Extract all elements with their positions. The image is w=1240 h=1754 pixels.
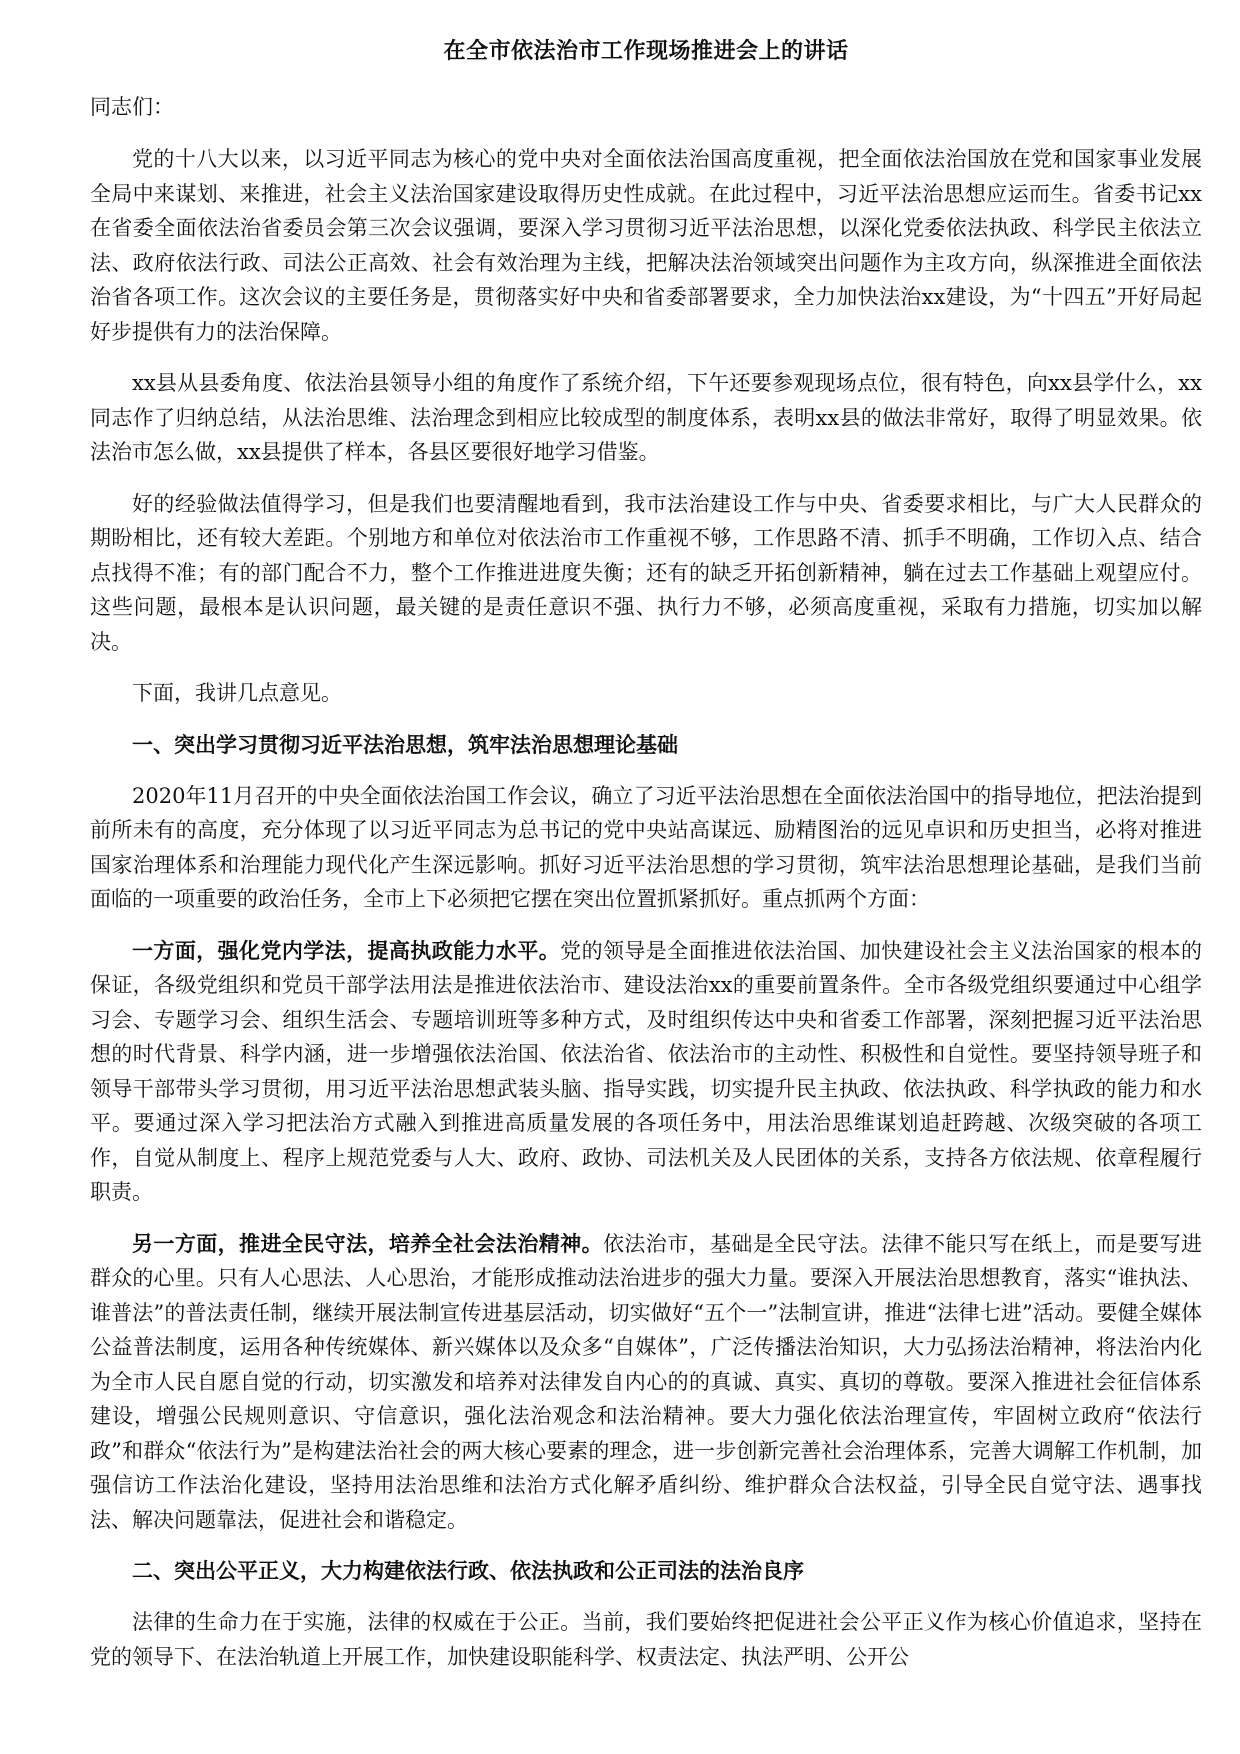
paragraph-6-body: 党的领导是全面推进依法治国、加快建设社会主义法治国家的根本的保证，各级党组织和党员干部学法用法是推进依法治市、建设法治xx的重要前置条件。全市各级党组织要通过中心组学习会、专题学习会、组织生活会、专题培训班等多种方式，及时组织传达中央和省委工作部署，深刻把握习近平法治思想的时代背景、科学内涵，进一步增强依法治国、依法治省、依法治市的主动性、积极性和自觉性。要坚持领导班子和领导干部带头学习贯彻，用习近平法治思想武装头脑、指导实践，切实提升民主执政、依法执政、科学执政的能力和水平。要通过深入学习把法治方式融入到推进高质量发展的各项任务中，用法治思维谋划追赶跨越、次级突破的各项工作，自觉从制度上、程序上规范党委与人大、政府、政协、司法机关及人民团体的关系，支持各方依法规、依章程履行职责。 — [90, 938, 1203, 1204]
salutation: 同志们： — [90, 95, 174, 119]
paragraph-7-lead: 另一方面，推进全民守法，培养全社会法治精神。 — [132, 1230, 603, 1256]
paragraph-3: 好的经验做法值得学习，但是我们也要清醒地看到，我市法治建设工作与中央、省委要求相比，与广大人民群众的期盼相比，还有较大差距。个别地方和单位对依法治市工作重视不够，工作思路不清、抓手不明确，工作切入点、结合点找得不准；有的部门配合不力，整个工作推进进度失衡；还有的缺乏开拓创新精神，躺在过去工作基础上观望应付。这些问题，最根本是认识问题，最关键的是责任意识不强、执行力不够，必须高度重视，采取有力措施，切实加以解决。 — [90, 491, 1202, 654]
paragraph-6 — [90, 934, 1202, 1210]
paragraph-1: 党的十八大以来，以习近平同志为核心的党中央对全面依法治国高度重视，把全面依法治国放在党和国家事业发展全局中来谋划、来推进，社会主义法治国家建设取得历史性成就。在此过程中，习近平法治思想应运而生。省委书记xx在省委全面依法治省委员会第三次会议强调，要深入学习贯彻习近平法治思想，以深化党委依法执政、科学民主依法立法、政府依法行政、司法公正高效、社会有效治理为主线，把解决法治领域突出问题作为主攻方向，纵深推进全面依法治省各项工作。这次会议的主要任务是，贯彻落实好中央和省委部署要求，全力加快法治xx建设，为“十四五”开好局起好步提供有力的法治保障。 — [90, 147, 1202, 344]
paragraph-7-body: 依法治市，基础是全民守法。法律不能只写在纸上，而是要写进群众的心里。只有人心思法、人心思治，才能形成推动法治进步的强大力量。要深入开展法治思想教育，落实“谁执法、谁普法”的普法责任制，继续开展法制宣传进基层活动，切实做好“五个一”法制宣讲，推进“法律七进”活动。要健全媒体公益普法制度，运用各种传统媒体、新兴媒体以及众多“自媒体”，广泛传播法治知识，大力弘扬法治精神，将法治内化为全市人民自愿自觉的行动，切实激发和培养对法律发自内心的的真诚、真实、真切的尊敬。要深入推进社会征信体系建设，增强公民规则意识、守信意识，强化法治观念和法治精神。要大力强化依法治理宣传，牢固树立政府“依法行政”和群众“依法行为”是构建法治社会的两大核心要素的理念，进一步创新完善社会治理体系，完善大调解工作机制，加强信访工作法治化建设，坚持用法治思维和法治方式化解矛盾纠纷、维护群众合法权益，引导全民自觉守法、遇事找法、解决问题靠法，促进社会和谐稳定。 — [90, 1231, 1203, 1532]
paragraph-2: xx县从县委角度、依法治县领导小组的角度作了系统介绍，下午还要参观现场点位，很有特色，向xx县学什么，xx同志作了归纳总结，从法治思维、法治理念到相应比较成型的制度体系，表明xx县的做法非常好，取得了明显效果。依法治市怎么做，xx县提供了样本，各县区要很好地学习借鉴。 — [90, 371, 1202, 464]
paragraph-5: 2020年11月召开的中央全面依法治国工作会议，确立了习近平法治思想在全面依法治国中的指导地位，把法治提到前所未有的高度，充分体现了以习近平同志为总书记的党中央站高谋远、励精图治的远见卓识和历史担当，必将对推进国家治理体系和治理能力现代化产生深远影响。抓好习近平法治思想的学习贯彻，筑牢法治思想理论基础，是我们当前面临的一项重要的政治任务，全市上下必须把它摆在突出位置抓紧抓好。重点抓两个方面： — [90, 783, 1202, 911]
section-heading-1: 一、突出学习贯彻习近平法治思想，筑牢法治思想理论基础 — [132, 731, 678, 757]
paragraph-4: 下面，我讲几点意见。 — [132, 681, 342, 705]
document-title: 在全市依法治市工作现场推进会上的讲话 — [443, 38, 849, 64]
section-heading-2: 二、突出公平正义，大力构建依法行政、依法执政和公正司法的法治良序 — [132, 1558, 804, 1583]
paragraph-8: 法律的生命力在于实施，法律的权威在于公正。当前，我们要始终把促进社会公平正义作为核心价值追求，坚持在党的领导下、在法治轨道上开展工作，加快建设职能科学、权责法定、执法严明、公开公 — [90, 1610, 1202, 1669]
document-page — [90, 34, 1202, 1674]
paragraph-6-lead: 一方面，强化党内学法，提高执政能力水平。 — [132, 937, 561, 963]
paragraph-7 — [90, 1227, 1202, 1538]
